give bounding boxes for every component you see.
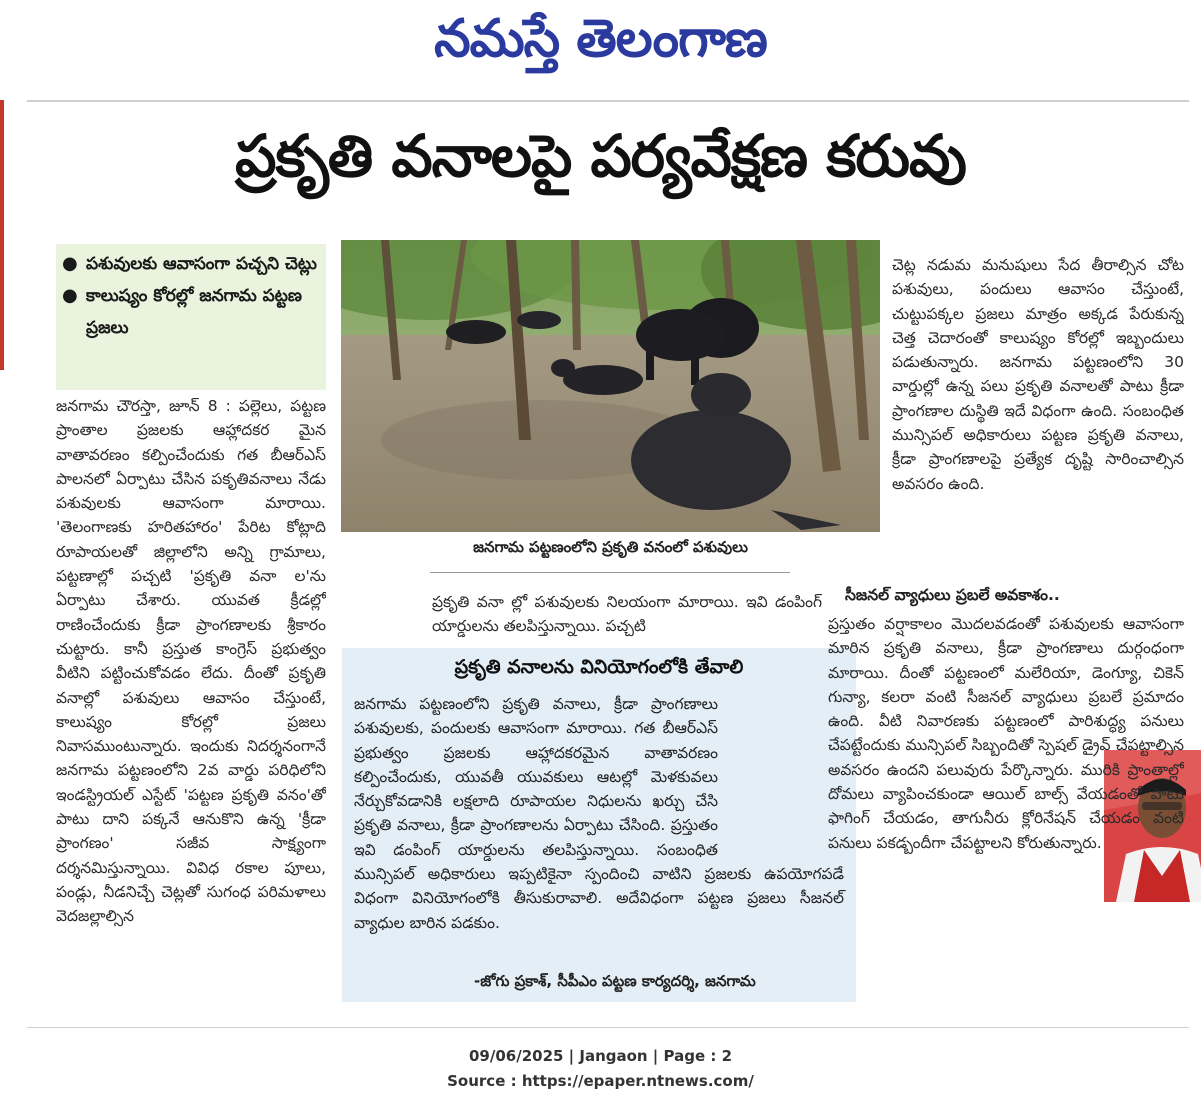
middle-column-text: ప్రకృతి వనా ల్లో పశువులకు నిలయంగా మారాయి. ఇవి డంపింగ్ యార్డులను తలపిస్తున్నాయి. పచ్చటి: [432, 593, 822, 636]
buffaloes-photo-icon: [341, 240, 880, 532]
highlight-text: కాలుష్యం కోరల్లో జనగామ పట్టణ ప్రజలు: [86, 286, 302, 338]
highlight-item: [56, 248, 326, 280]
bullet-icon: ●: [62, 253, 78, 274]
quote-box-text: [354, 692, 844, 935]
footer-date-line: 09/06/2025 | Jangaon | Page : 2: [468, 1047, 733, 1065]
footer-source-line: Source : https://epaper.ntnews.com/: [447, 1072, 754, 1090]
right-column-text: చెట్ల నడుమ మనుషులు సేద తీరాల్సిన చోట పశువులు, పందులు ఆవాసం చేస్తుంటే, చుట్టుపక్కల ప్రజలు మాత్రం అక్కడ పేరుకున్న చెత్త చెదారంతో కాలుష్యం కోరల్లో ఇబ్బందులు పడుతున్నారు. జనగామ పట్టణంలోని 30 వార్డుల్లో ఉన్న పలు ప్రకృతి వనాలతో పాటు క్రీడా ప్రాంగణాల దుస్థితి ఇదే విధంగా ఉంది. సంబంధిత మున్సిపల్ అధికారులు పట్టణ ప్రకృతి వనాలు, క్రీడా ప్రాంగణాలపై ప్రత్యేక దృష్టి సారించాల్సిన అవసరం ఉంది.: [892, 256, 1184, 493]
article-photo: [341, 240, 880, 532]
top-divider: [27, 100, 1189, 102]
highlights-box: [56, 244, 326, 390]
left-column-text: జనగామ చౌరస్తా, జూన్ 8 : పల్లెలు, పట్టణ ప్రాంతాల ప్రజలకు ఆహ్లాదకర మైన వాతావరణం కల్పించేందుకు గత బీఆర్ఎస్ పాలనలో ఏర్పాటు చేసిన పకృతివనాలు నేడు పశువులకు ఆవాసంగా మారాయి. 'తెలంగాణకు హరితహారం' పేరిట కోట్లాది రూపాయలతో జిల్లాలోని అన్ని గ్రామాలు, పట్టణాల్లో పచ్చటి 'ప్రకృతి వనా ల'ను ఏర్పాటు చేశారు. యువత క్రీడల్లో రాణించేందుకు క్రీడా ప్రాంగణాలకు శ్రీకారం చుట్టారు. కానీ ప్రస్తుత కాంగ్రెస్ ప్రభుత్వం వీటిని పట్టించుకోవడం లేదు. దీంతో ప్రకృతి వనాల్లో పశువులు ఆవాసం చేస్తుంటే, కాలుష్యం కోరల్లో ప్రజలు నివాసముంటున్నారు. ఇందుకు నిదర్శనంగానే జనగామ పట్టణంలోని 2వ వార్డు పరిధిలోని ఇండస్ట్రియల్ ఎస్టేట్ 'పట్టణ ప్రకృతి వనం'తో పాటు దాని పక్కనే ఆనుకొని ఉన్న 'క్రీడా ప్రాంగణం' సజీవ సాక్ష్యంగా దర్శనమిస్తున్నాయి. వివిధ రకాల పూలు, పండ్లు, నీడనిచ్చే చెట్లతో సుగంధ పరిమళాలు వెదజల్లాల్సిన: [56, 397, 326, 926]
quote-box-body: జనగామ పట్టణంలోని ప్రకృతి వనాలు, క్రీడా ప్రాంగణాలు పశువులకు, పందులకు ఆవాసంగా మారాయి. గత బీఆర్ఎస్ ప్రభుత్వం ప్రజలకు ఆహ్లాదకరమైన వాతావరణం కల్పించేందుకు, యువతీ యువకులు ఆటల్లో మెళకువలు నేర్చుకోవడానికి లక్షలాది రూపాయల నిధులను ఖర్చు చేసి ప్రకృతి వనాలు, క్రీడా ప్రాంగణాలను ఏర్పాటు చేసింది. ప్రస్తుతం ఇవి డంపింగ్ యార్డులను తలపిస్తున్నాయి. సంబంధిత మున్సిపల్ అధికారులు ఇప్పటికైనా స్పందించి వాటిని ప్రజలకు ఉపయోగపడే విధంగా వినియోగంలోకి తీసుకురావాలి. అదేవిధంగా పట్టణ ప్రజలు సీజనల్ వ్యాధుల బారిన పడకుం.: [354, 695, 844, 932]
quote-signature: -జోగు ప్రకాశ్, సీపీఎం పట్టణ కార్యదర్శి, జనగామ: [474, 972, 756, 990]
newspaper-masthead: నమస్తే తెలంగాణ: [434, 8, 767, 69]
quote-box: [342, 648, 856, 1002]
right-subheading: సీజనల్ వ్యాధులు ప్రబలే అవకాశం..: [845, 586, 1060, 604]
caption-divider: [430, 572, 790, 573]
photo-caption: జనగామ పట్టణంలోని ప్రకృతి వనంలో పశువులు: [473, 538, 748, 556]
bottom-divider: [27, 1027, 1189, 1028]
quote-box-title: ప్రకృతి వనాలను వినియోగంలోకి తేవాలి: [454, 656, 744, 678]
bullet-icon: ●: [62, 285, 78, 306]
highlight-item: [56, 280, 326, 344]
highlight-text: పశువులకు ఆవాసంగా పచ్చని చెట్లు: [86, 254, 317, 274]
right-column-text-2: ప్రస్తుతం వర్షాకాలం మొదలవడంతో పశువులకు ఆవాసంగా మారిన ప్రకృతి వనాలు, క్రీడా ప్రాంగణాలు దుర్గంధంగా మారాయి. దీంతో పట్టణంలో మలేరియా, డెంగ్యూ, చికెన్ గున్యా, కలరా వంటి సీజనల్ వ్యాధులు ప్రబలే ప్రమాదం ఉంది. వీటి నివారణకు పట్టణంలో పారిశుద్ధ్య పనులు చేపట్టేందుకు మున్సిపల్ సిబ్బందితో స్పెషల్ డ్రైవ్ చేపట్టాల్సిన అవసరం ఉందని పలువురు పేర్కొన్నారు. మురికి ప్రాంతాల్లో దోమలు వ్యాపించకుండా ఆయిల్ బాల్స్ వేయడంతో పాటు ఫాగింగ్ చేయడం, తాగునీరు క్లోరినేషన్ చేయడం వంటి పనులు పకడ్బందీగా చేపట్టాలని కోరుతున్నారు.: [828, 615, 1184, 852]
article-headline: ప్రకృతి వనాలపై పర్యవేక్షణ కరువు: [235, 122, 966, 190]
